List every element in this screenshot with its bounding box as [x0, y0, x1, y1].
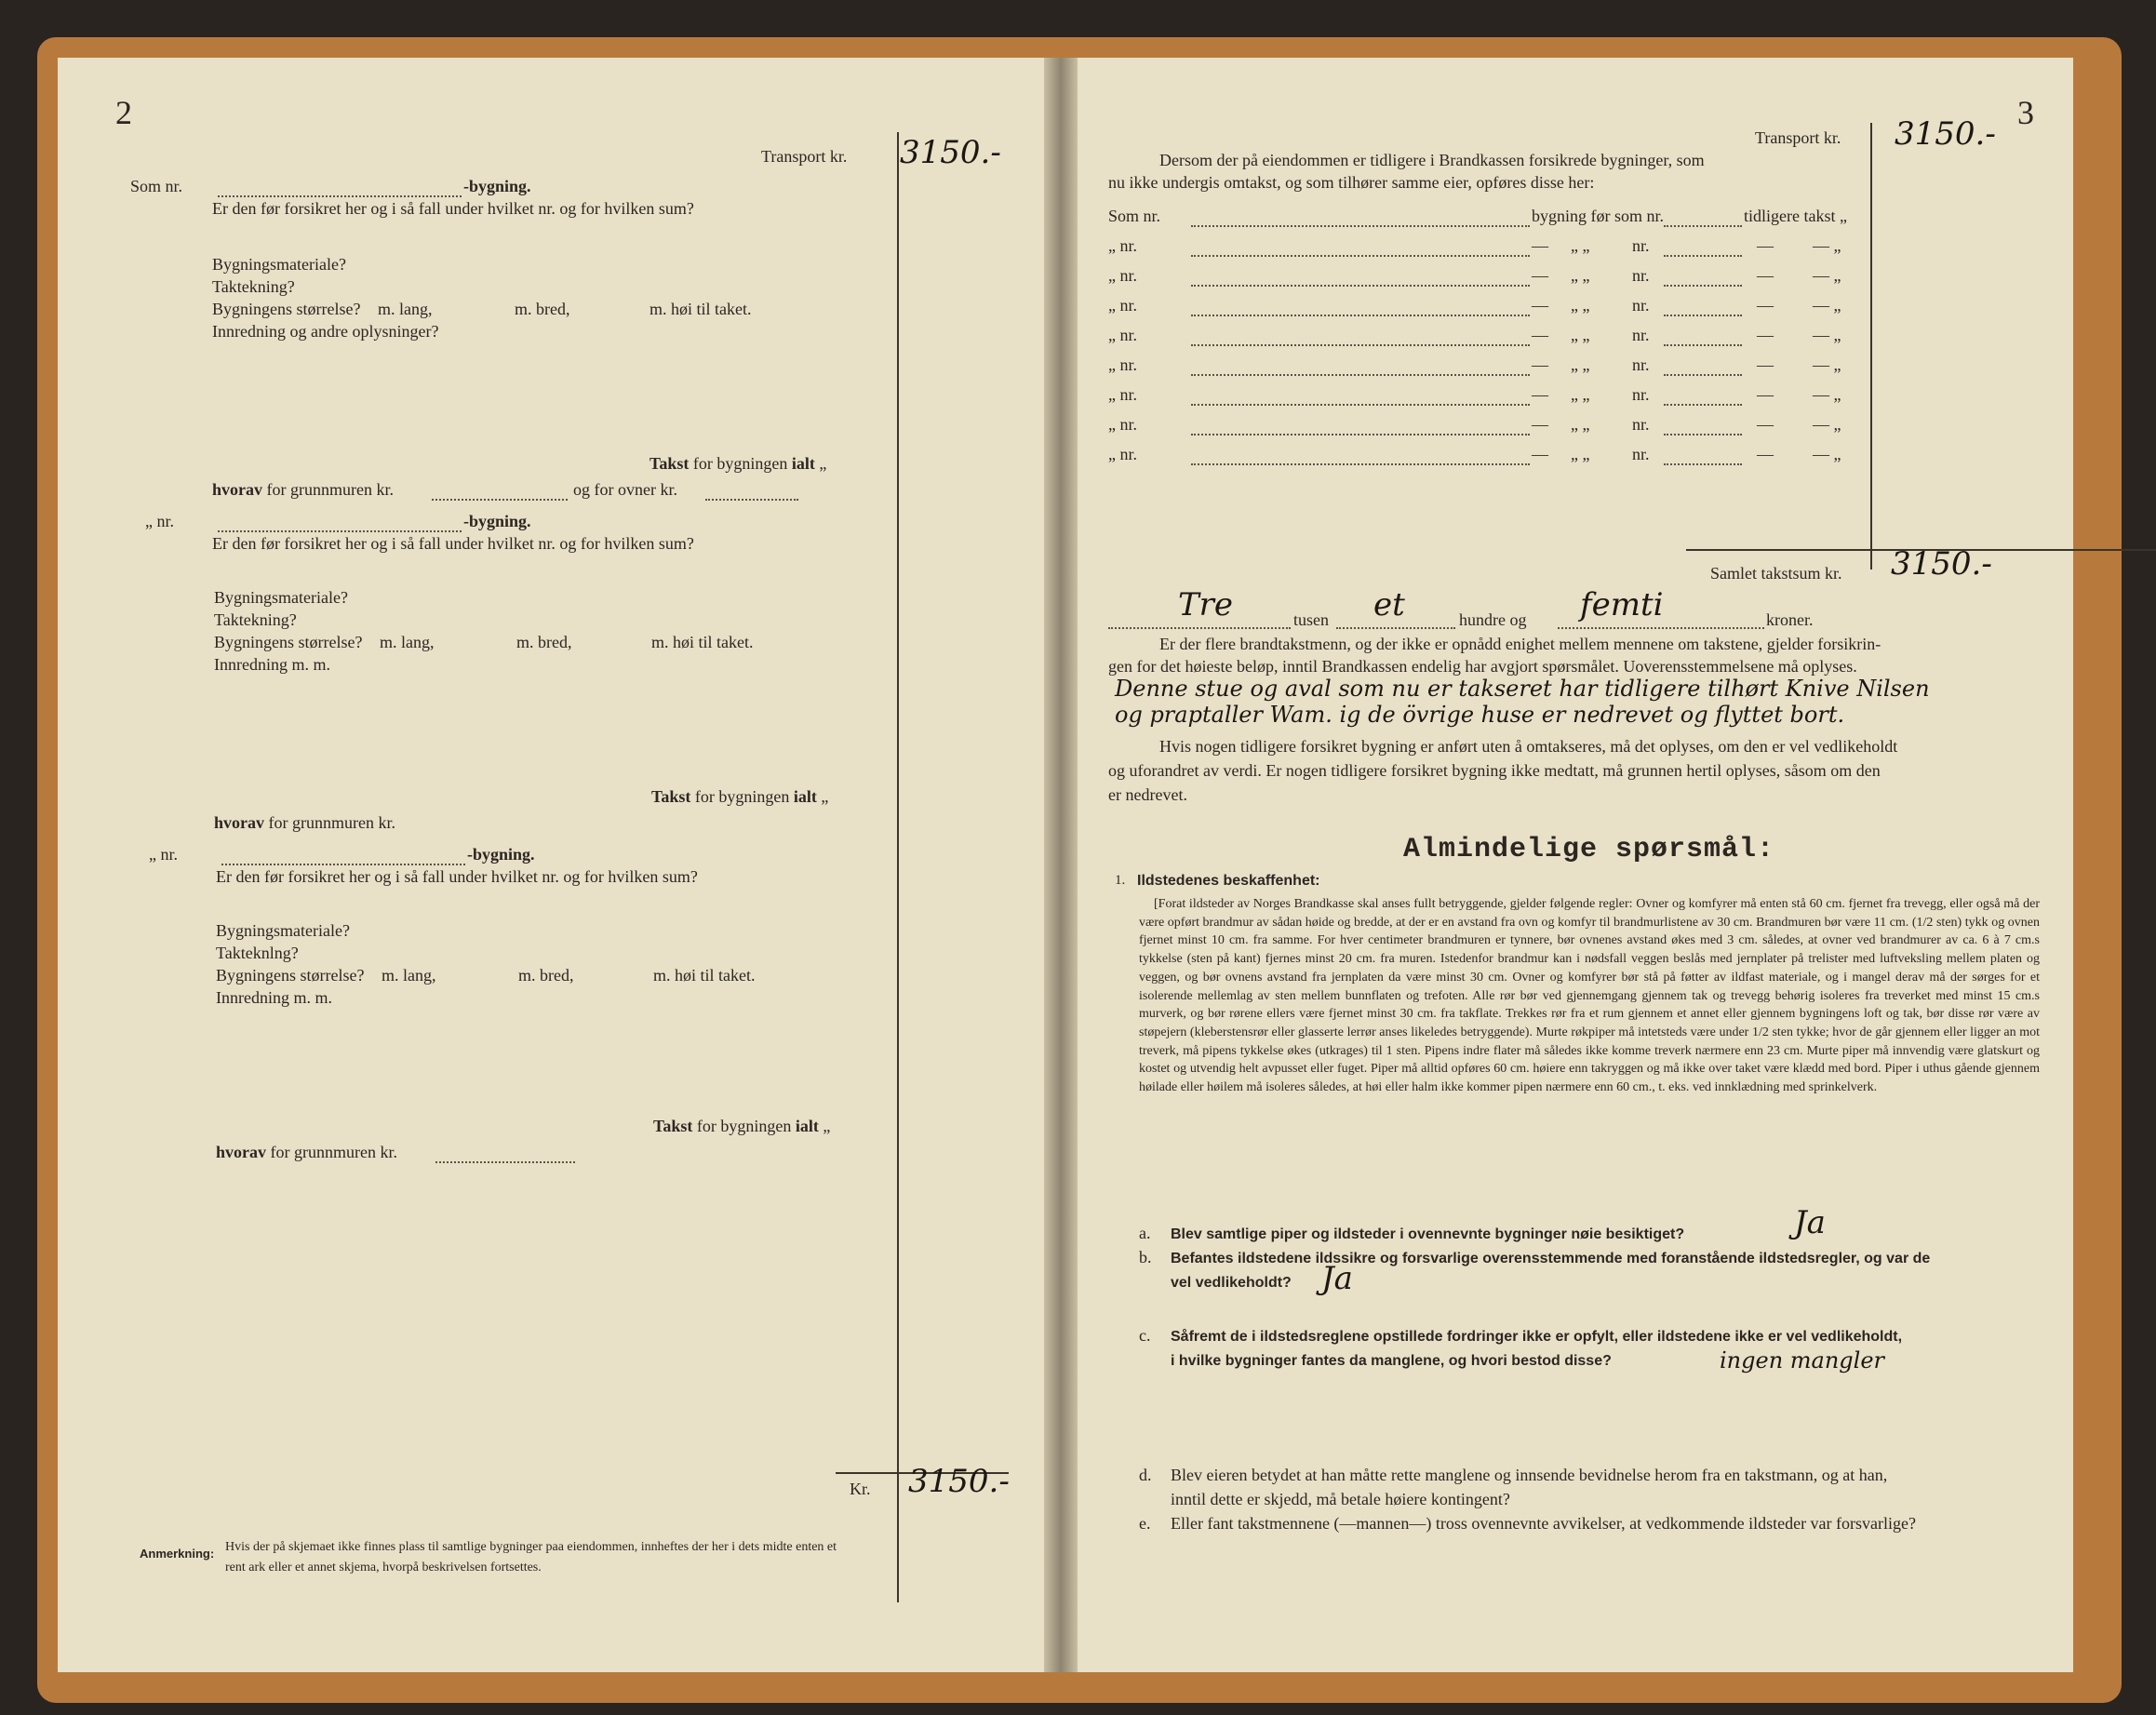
samlet-label: Samlet takstsum kr.	[1710, 564, 1842, 583]
row-prefix: „ nr.	[1108, 296, 1137, 315]
hvis-paragraph-2: og uforandret av verdi. Er nogen tidligere forsikret bygning ikke medtatt, må grunnen hertil oplyses, såsom om den	[1108, 761, 1881, 780]
row-dash: —	[1757, 326, 1774, 344]
dotted-line	[1191, 434, 1530, 435]
row-nr: nr.	[1632, 236, 1650, 255]
hvis-paragraph-3: er nedrevet.	[1108, 785, 1187, 804]
row-dash: —	[1757, 385, 1774, 404]
section-heading: Almindelige spørsmål:	[1403, 834, 1775, 865]
transport-label: Transport kr.	[761, 147, 848, 166]
row-prefix: „ nr.	[1108, 445, 1137, 463]
transport-value: 3150.-	[1895, 115, 1996, 153]
dotted-line	[1191, 344, 1530, 346]
height-label: m. høi til taket.	[653, 966, 756, 985]
row-ditto: „ „	[1571, 236, 1590, 255]
row-nr: nr.	[1632, 445, 1650, 463]
question-text-cont: inntil dette er skjedd, må betale høiere kontingent?	[1171, 1490, 1510, 1508]
takst-rest: for bygningen	[692, 454, 788, 473]
row-dash: —	[1532, 385, 1548, 404]
width-label: m. bred,	[516, 633, 572, 651]
row-nr: nr.	[1632, 415, 1650, 434]
row-dash: —	[1532, 415, 1548, 434]
hundre-label: hundre og	[1459, 610, 1527, 629]
height-label: m. høi til taket.	[651, 633, 754, 651]
section-number: 1.	[1115, 873, 1126, 888]
width-label: m. bred,	[515, 300, 570, 318]
row-end: — „	[1813, 355, 1841, 374]
question-answer: Ja	[1794, 1204, 1826, 1241]
foundation-label: for grunnmuren kr.	[270, 1143, 397, 1161]
question-text-cont: vel vedlikeholdt?	[1171, 1275, 1292, 1291]
table-prefix: Som nr.	[1108, 207, 1161, 225]
ditto-mark: „	[821, 787, 829, 806]
width-label: m. bred,	[518, 966, 574, 985]
dotted-line	[1191, 285, 1530, 287]
row-end: — „	[1813, 445, 1841, 463]
takst-paragraph-1: Er der flere brandtakstmenn, og der ikke er opnådd enighet mellem mennene om takstene, gjelder forsikrin-	[1159, 635, 1881, 653]
intro-line-1: Dersom der på eiendommen er tidligere i Brandkassen forsikrede bygninger, som	[1159, 151, 1705, 169]
hvorav-label: hvorav	[212, 480, 262, 499]
kroner-label: kroner.	[1766, 610, 1814, 629]
dotted-line	[1664, 434, 1742, 435]
dotted-line	[435, 1161, 575, 1163]
row-dash: —	[1757, 266, 1774, 285]
rest-value: femti	[1580, 586, 1664, 623]
dotted-line	[1108, 627, 1291, 629]
dotted-line	[1664, 315, 1742, 316]
row-ditto: „ „	[1571, 385, 1590, 404]
row-ditto: „ „	[1571, 296, 1590, 315]
previous-insurance-question: Er den før forsikret her og i så fall under hvilket nr. og for hvilken sum?	[212, 199, 694, 218]
dotted-line	[1191, 315, 1530, 316]
takst-label: Takst	[651, 787, 691, 806]
foundation-label: for grunnmuren kr.	[266, 480, 394, 499]
anmerkning-text-2: rent ark eller et annet skjema, hvorpå beskrivelsen fortsettes.	[225, 1561, 542, 1574]
takst-label: Takst	[653, 1117, 693, 1135]
thousands-value: Tre	[1178, 586, 1234, 623]
row-end: — „	[1813, 296, 1841, 315]
question-letter: a.	[1139, 1224, 1151, 1242]
hvis-paragraph-1: Hvis nogen tidligere forsikret bygning er anført uten å omtakseres, må det oplyses, om den er vel vedlikeholdt	[1159, 737, 1898, 756]
row-prefix: „ nr.	[1108, 385, 1137, 404]
question-text: Befantes ildstedene ildssikre og forsvarlige overensstemmende med foranstående ildstedsregler, og var de	[1171, 1251, 1931, 1266]
dotted-line	[1664, 285, 1742, 287]
length-label: m. lang,	[380, 633, 435, 651]
bygning-label: -bygning.	[463, 177, 531, 195]
handwritten-note-2: og praptaller Wam. ig de övrige huse er nedrevet og flyttet bort.	[1115, 702, 1845, 728]
ovens-label: og for ovner kr.	[573, 480, 677, 499]
book-gutter	[1044, 58, 1078, 1672]
transport-value: 3150.-	[900, 134, 1001, 171]
dotted-line	[1191, 374, 1530, 376]
dotted-line	[1664, 344, 1742, 346]
row-ditto: „ „	[1571, 355, 1590, 374]
samlet-value: 3150.-	[1891, 545, 1992, 583]
interior-label: Innredning m. m.	[216, 988, 332, 1007]
dotted-line	[1664, 225, 1742, 227]
question-text: Blev samtlige piper og ildsteder i ovennevnte bygninger nøie besiktiget?	[1171, 1226, 1685, 1242]
row-end: — „	[1813, 326, 1841, 344]
question-text: Såfremt de i ildstedsreglene opstillede fordringer ikke er opfylt, eller ildstedene ikke er vel vedlikeholdt,	[1171, 1329, 1903, 1345]
row-nr: nr.	[1632, 385, 1650, 404]
section-title: Ildstedenes beskaffenhet:	[1137, 873, 1320, 889]
row-dash: —	[1757, 355, 1774, 374]
question-answer: ingen mangler	[1720, 1347, 1885, 1373]
dotted-line	[705, 499, 798, 501]
roof-label: Taktekning?	[214, 610, 297, 629]
row-ditto: „ „	[1571, 326, 1590, 344]
material-label: Bygningsmateriale?	[216, 921, 350, 940]
dotted-line	[1664, 463, 1742, 465]
dotted-line	[218, 530, 462, 532]
row-dash: —	[1532, 445, 1548, 463]
right-page	[1078, 58, 2073, 1672]
foundation-label: for grunnmuren kr.	[268, 813, 395, 832]
question-letter: c.	[1139, 1326, 1151, 1345]
row-nr: nr.	[1632, 326, 1650, 344]
row-prefix: „ nr.	[1108, 266, 1137, 285]
tusen-label: tusen	[1293, 610, 1329, 629]
row-dash: —	[1532, 326, 1548, 344]
row-prefix: „ nr.	[1108, 326, 1137, 344]
roof-label: Takteknlng?	[216, 944, 299, 962]
block-prefix: „ nr.	[149, 845, 178, 864]
dotted-line	[1664, 404, 1742, 406]
size-label: Bygningens størrelse?	[216, 966, 365, 985]
row-ditto: „ „	[1571, 415, 1590, 434]
row-nr: nr.	[1632, 296, 1650, 315]
row-dash: —	[1532, 355, 1548, 374]
previous-insurance-question: Er den før forsikret her og i så fall under hvilket nr. og for hvilken sum?	[216, 867, 698, 886]
row-dash: —	[1532, 266, 1548, 285]
row-dash: —	[1757, 415, 1774, 434]
handwritten-note-1: Denne stue og aval som nu er takseret har tidligere tilhørt Knive Nilsen	[1115, 676, 1930, 702]
interior-label: Innredning og andre oplysninger?	[212, 322, 439, 341]
dotted-line	[1191, 404, 1530, 406]
takst-label: Takst	[649, 454, 690, 473]
amount-column-rule	[897, 132, 899, 1602]
row-nr: nr.	[1632, 266, 1650, 285]
height-label: m. høi til taket.	[649, 300, 752, 318]
block-prefix: Som nr.	[130, 177, 183, 195]
size-label: Bygningens størrelse?	[212, 300, 361, 318]
row-end: — „	[1813, 236, 1841, 255]
anmerkning-text-1: Hvis der på skjemaet ikke finnes plass til samtlige bygninger paa eiendommen, innheftes der her i dets midte enten et	[225, 1540, 837, 1554]
row-dash: —	[1532, 236, 1548, 255]
kr-label: Kr.	[850, 1480, 871, 1498]
previous-insurance-question: Er den før forsikret her og i så fall under hvilket nr. og for hvilken sum?	[212, 534, 694, 553]
dotted-line	[1191, 225, 1530, 227]
row-dash: —	[1757, 445, 1774, 463]
row-prefix: „ nr.	[1108, 415, 1137, 434]
dotted-line	[218, 195, 462, 197]
takst-paragraph-2: gen for det høieste beløp, inntil Brandkassen endelig har avgjort spørsmålet. Uoverensstemmelsene må oplyses.	[1108, 657, 1857, 676]
material-label: Bygningsmateriale?	[214, 588, 348, 607]
takst-rest: for bygningen	[696, 1117, 792, 1135]
question-letter: b.	[1139, 1248, 1152, 1266]
row-ditto: „ „	[1571, 445, 1590, 463]
fireplace-regulations: [Forat ildsteder av Norges Brandkasse skal anses fullt betryggende, gjelder følgende regler: Ovner og komfyrer må enten stå 60 cm. fjernet fra trevegg, eller også må der være opført brandmur av sådan høide og bredde, at der er en avstand fra ovn og komfyr til brandmurlistene av 30 cm. Brandmuren bør være 11 cm. (1/2 sten) tykk og ovnen fjernet minst 10 cm. fra samme. For hver centimeter brandmuren er tynnere, bør ovnenes avstand økes med 3 cm. således, at ovner ved brandmurer av ca. 6 à 7 cm.s tykkelse (sten på kant) fjernes minst 20 cm. fra muren. Istedenfor brandmur kan i nødsfall veggen beslås med jernplater på trelister med luftveksling mellem platen og veggen, og bør ovnens avstand fra jernplaten da være minst 30 cm. Ovner og komfyrer bør stå på føtter av ildfast materiale, og i mangel derav må der sørges for et isolerende mellemlag av sten mellem bunnflaten og trefoten. Alle rør bør ved gjennemgang gjennem tak og trevegg behørig isoleres fra treverket med minst 15 cm.s murverk, og bør rørene ellers være fjernet minst 30 cm. fra takflate. Trekkes rør fra et rum gjennem et annet eller gjennem bygningens loft og tak, bør disse rør være av støpejern (kleberstensrør eller glasserte lerrør anses likeledes betryggende). Murte røkpiper må intetsteds være under 1/2 sten tykke; hvor de går gjennem eller ligger an mot treverk, må pipens tykkelse økes (utkrages) til 1 sten. Pipens indre flater må således ikke komme treverk nærmere enn 23 cm. Murte piper må innvendig være glatskurt og kostet og utvendig helt avpusset eller fuget. Piper må alltid opføres 60 cm. høiere enn takryggen og må ikke over taket være klædd med bord. Piper i uthus gående gjennem høilade eller høilem må isoleres således, at høi eller halm ikke kommer pipen nærmere enn 60 cm., t. eks. ved innklædning med sprinkelverk.	[1139, 897, 2040, 1095]
ialt-label: ialt	[791, 454, 815, 473]
dotted-line	[1558, 627, 1764, 629]
dotted-line	[1664, 374, 1742, 376]
question-letter: d.	[1139, 1466, 1152, 1484]
dotted-line	[1191, 255, 1530, 257]
hvorav-label: hvorav	[216, 1143, 266, 1161]
page-number: 3	[2017, 94, 2034, 131]
kr-total-value: 3150.-	[908, 1463, 1010, 1500]
ialt-label: ialt	[793, 787, 817, 806]
intro-line-2: nu ikke undergis omtakst, og som tilhører samme eier, opføres disse her:	[1108, 173, 1595, 192]
row-prefix: „ nr.	[1108, 355, 1137, 374]
material-label: Bygningsmateriale?	[212, 255, 346, 274]
question-text: Blev eieren betydet at han måtte rette manglene og innsende bevidnelse herom fra en takstmann, og at han,	[1171, 1466, 1888, 1484]
transport-label: Transport kr.	[1755, 128, 1841, 147]
bygning-label: -bygning.	[467, 845, 535, 864]
row-end: — „	[1813, 415, 1841, 434]
row-dash: —	[1757, 296, 1774, 315]
takst-rest: for bygningen	[694, 787, 790, 806]
length-label: m. lang,	[382, 966, 436, 985]
hvorav-label: hvorav	[214, 813, 264, 832]
left-page	[58, 58, 1044, 1672]
dotted-line	[1191, 463, 1530, 465]
question-answer: Ja	[1321, 1260, 1353, 1297]
hundreds-value: et	[1373, 586, 1405, 623]
ditto-mark: „	[819, 454, 827, 473]
length-label: m. lang,	[378, 300, 433, 318]
question-letter: e.	[1139, 1514, 1151, 1533]
dotted-line	[1664, 255, 1742, 257]
row-nr: nr.	[1632, 355, 1650, 374]
row-dash: —	[1532, 296, 1548, 315]
row-end: — „	[1813, 385, 1841, 404]
page-number: 2	[115, 94, 132, 131]
row-ditto: „ „	[1571, 266, 1590, 285]
ialt-label: ialt	[795, 1117, 819, 1135]
dotted-line	[221, 864, 465, 865]
bygning-label: -bygning.	[463, 512, 531, 530]
question-text: Eller fant takstmennene (—mannen—) tross ovennevnte avvikelser, at vedkommende ildsteder var forsvarlige?	[1171, 1514, 1916, 1533]
table-end: tidligere takst „	[1744, 207, 1847, 225]
block-prefix: „ nr.	[145, 512, 174, 530]
table-mid: bygning før som nr.	[1532, 207, 1664, 225]
amount-column-rule	[1870, 123, 1872, 569]
row-end: — „	[1813, 266, 1841, 285]
dotted-line	[1336, 627, 1455, 629]
roof-label: Taktekning?	[212, 277, 295, 296]
row-dash: —	[1757, 236, 1774, 255]
question-text-cont: i hvilke bygninger fantes da manglene, og hvori bestod disse?	[1171, 1353, 1612, 1369]
anmerkning-label: Anmerkning:	[140, 1547, 215, 1561]
row-prefix: „ nr.	[1108, 236, 1137, 255]
size-label: Bygningens størrelse?	[214, 633, 363, 651]
ditto-mark: „	[823, 1117, 831, 1135]
interior-label: Innredning m. m.	[214, 655, 330, 674]
dotted-line	[432, 499, 568, 501]
